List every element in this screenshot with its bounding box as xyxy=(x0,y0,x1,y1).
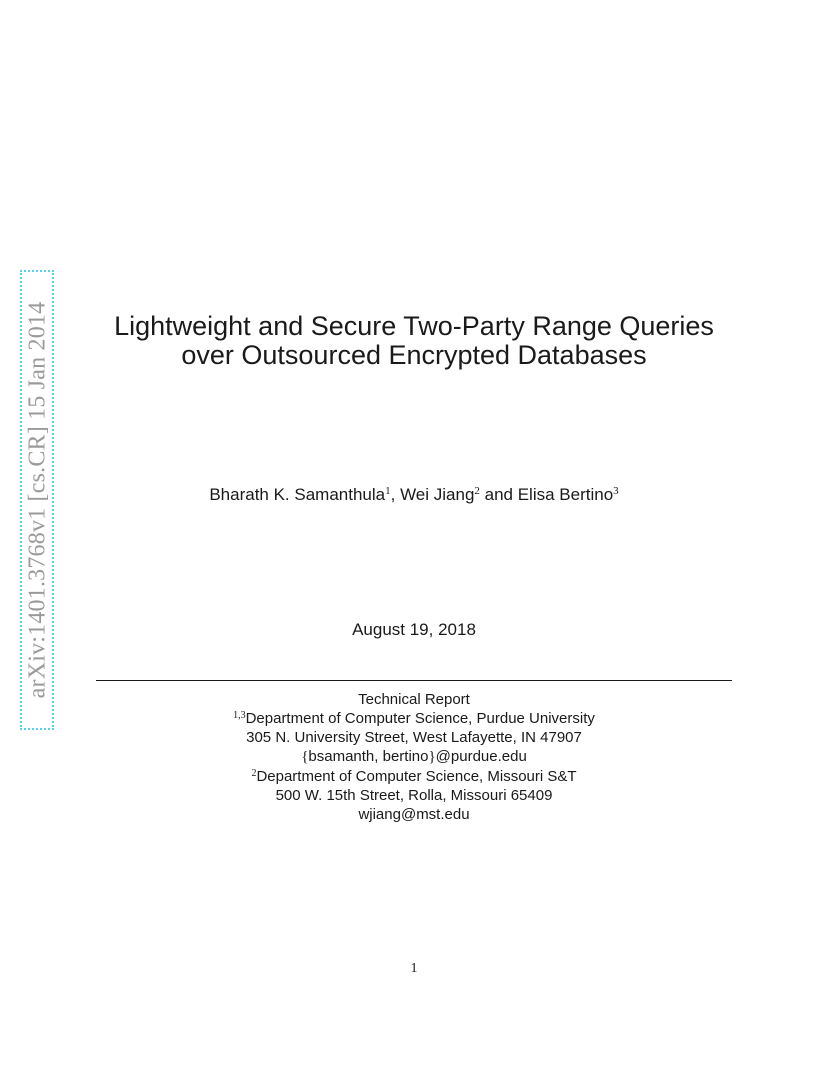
publication-date: August 19, 2018 xyxy=(352,620,476,639)
author-affiliation-mark: 2 xyxy=(474,485,480,497)
author-affiliation-mark: 3 xyxy=(613,485,619,497)
page-number: 1 xyxy=(410,961,418,976)
title-line-1: Lightweight and Secure Two-Party Range Queries xyxy=(114,311,714,341)
email-users: bsamanth, bertino xyxy=(308,748,429,765)
author-list xyxy=(0,484,828,506)
paper-title xyxy=(0,312,828,370)
arxiv-identifier: arXiv:1401.3768v1 [cs.CR] 15 Jan 2014 xyxy=(24,301,51,699)
affiliation-department: Department of Computer Science, Purdue University xyxy=(245,710,595,727)
affiliation-1-address: 305 N. University Street, West Lafayette, IN 47907 xyxy=(246,729,582,746)
affiliation-mark: 2 xyxy=(251,768,257,779)
affiliation-2-email: wjiang@mst.edu xyxy=(358,806,470,823)
affiliation-1 xyxy=(0,709,828,728)
author-name: Bharath K. Samanthula xyxy=(209,485,386,504)
author-separator: , xyxy=(390,485,401,504)
report-info xyxy=(0,690,828,824)
author-name: Wei Jiang xyxy=(400,485,475,504)
affiliation-2-address: 500 W. 15th Street, Rolla, Missouri 65409 xyxy=(275,787,553,804)
email-domain: @purdue.edu xyxy=(435,748,527,765)
affiliation-1-emails: {bsamanth, bertino}@purdue.edu xyxy=(301,748,527,765)
author-name: Elisa Bertino xyxy=(517,485,614,504)
horizontal-rule xyxy=(96,680,732,681)
report-type: Technical Report xyxy=(358,691,470,708)
affiliation-2 xyxy=(0,767,828,786)
affiliation-department: Department of Computer Science, Missouri S&T xyxy=(256,768,577,785)
author-affiliation-mark: 1 xyxy=(385,485,391,497)
title-line-2: over Outsourced Encrypted Databases xyxy=(181,340,647,370)
author-separator: and xyxy=(479,485,518,504)
affiliation-mark: 1,3 xyxy=(233,710,246,721)
